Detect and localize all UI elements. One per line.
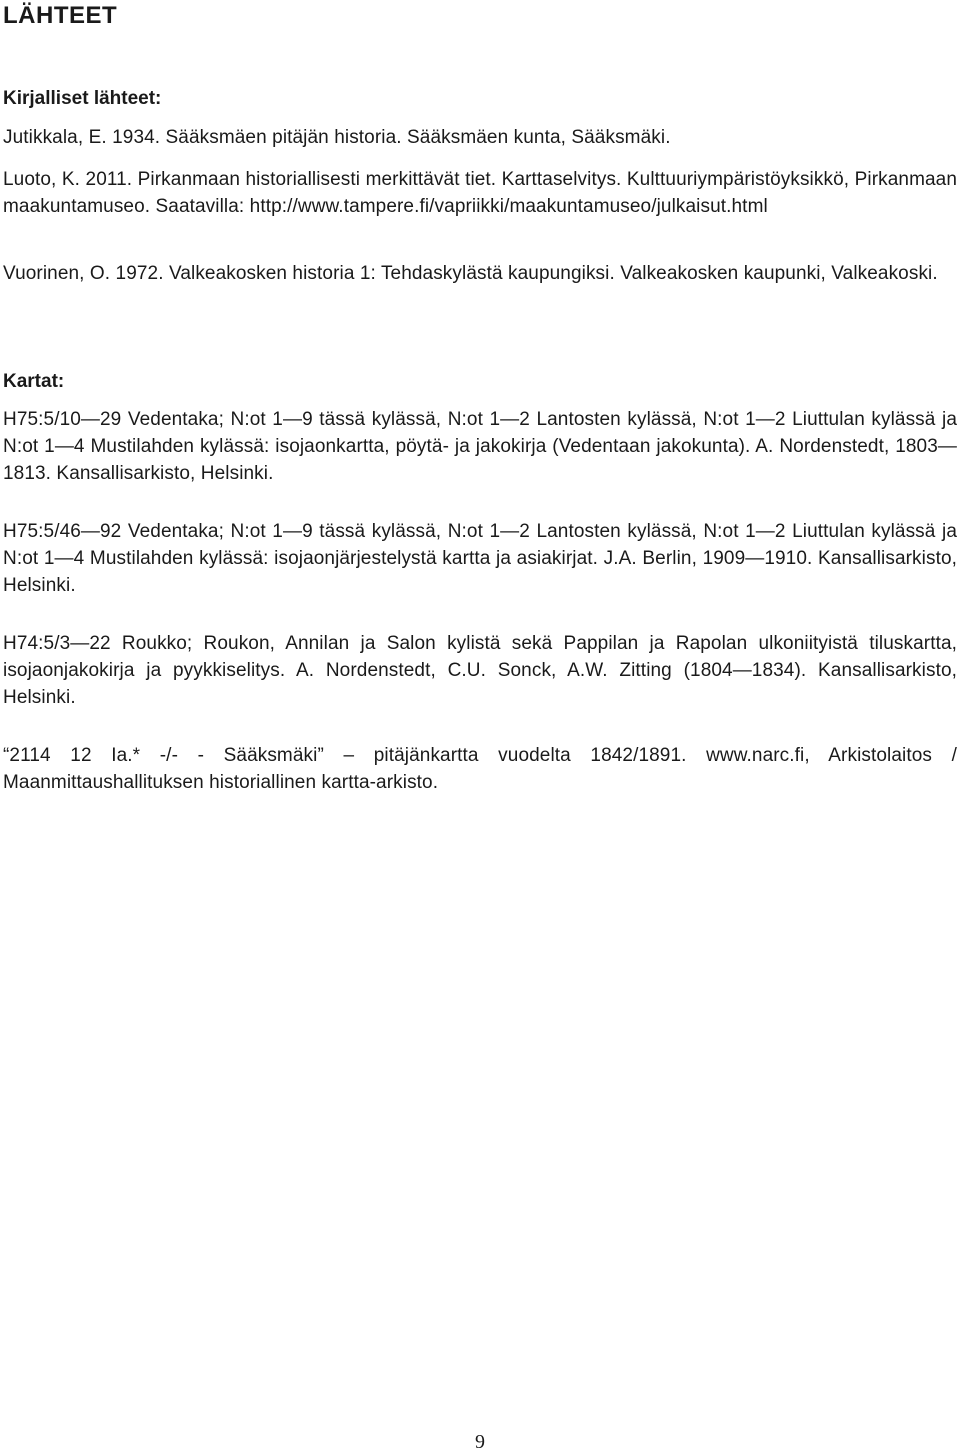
map-entry-vedentaka-isojako: H75:5/10—29 Vedentaka; N:ot 1—9 tässä kylässä, N:ot 1—2 Lantosten kylässä, N:ot 1—2 Liuttulan kylässä ja N:ot 1—4 Mustilahden kylässä: isojaonkartta, pöytä- ja jakokirja (Vedentaan jakokunta). A. Nordenstedt, 1803—1813. Kansallisarkisto, Helsinki.: [3, 409, 957, 484]
map-entry-saaksmaki-pitajankartta: “2114 12 Ia.* -/- - Sääksmäki” – pitäjänkartta vuodelta 1842/1891. www.narc.fi, Arkistolaitos / Maanmittaushallituksen historiallinen kartta-arkisto.: [3, 745, 957, 793]
page-title: LÄHTEET: [3, 2, 118, 29]
map-entry-roukko: H74:5/3—22 Roukko; Roukon, Annilan ja Salon kylistä sekä Pappilan ja Rapolan ulkoniityistä tiluskartta, isojaonjakokirja ja pyykkiselitys. A. Nordenstedt, C.U. Sonck, A.W. Zitting (1804—1834). Kansallisarkisto, Helsinki.: [3, 633, 957, 708]
literature-entry-luoto: Luoto, K. 2011. Pirkanmaan historiallisesti merkittävät tiet. Karttaselvitys. Kulttuuriympäristöyksikkö, Pirkanmaan maakuntamuseo. Saatavilla: http://www.tampere.fi/vapriikki/maakuntamuseo/julkaisut.html: [3, 169, 957, 217]
literature-entry-vuorinen: Vuorinen, O. 1972. Valkeakosken historia 1: Tehdaskylästä kaupungiksi. Valkeakosken kaupunki, Valkeakoski.: [3, 263, 938, 284]
map-entry-vedentaka-isojaonjarjestely: H75:5/46—92 Vedentaka; N:ot 1—9 tässä kylässä, N:ot 1—2 Lantosten kylässä, N:ot 1—2 Liuttulan kylässä ja N:ot 1—4 Mustilahden kylässä: isojaonjärjestelystä kartta ja asiakirjat. J.A. Berlin, 1909—1910. Kansallisarkisto, Helsinki.: [3, 521, 957, 596]
page-number: 9: [475, 1431, 485, 1453]
literature-heading: Kirjalliset lähteet:: [3, 88, 162, 109]
literature-entry-jutikkala: Jutikkala, E. 1934. Sääksmäen pitäjän historia. Sääksmäen kunta, Sääksmäki.: [3, 127, 671, 148]
maps-heading: Kartat:: [3, 371, 65, 392]
